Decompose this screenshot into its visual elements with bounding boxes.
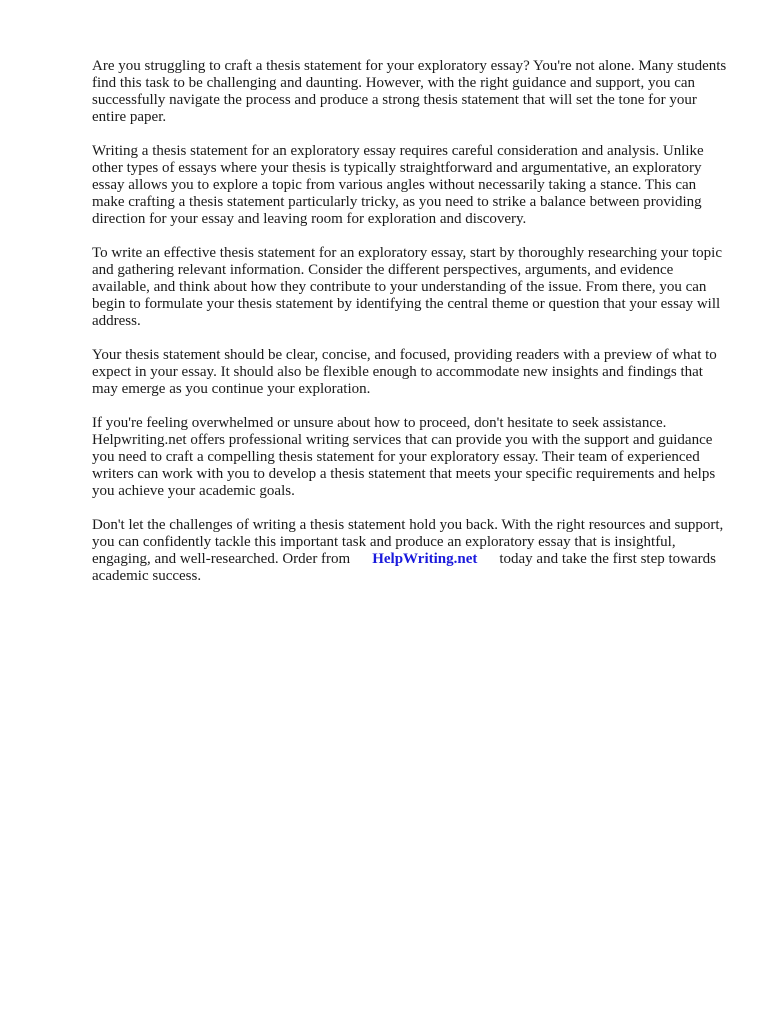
closing-text-after-link: today and take the first step towards academic success.	[92, 551, 716, 584]
paragraph-closing	[92, 517, 728, 585]
paragraph-writing-thesis: Writing a thesis statement for an exploratory essay requires careful consideration and analysis. Unlike other types of essays where your thesis is typically straightforward and argumentative, an exploratory essay allows you to explore a topic from various angles without necessarily taking a stance. This can make crafting a thesis statement particularly tricky, as you need to strike a balance between providing direction for your essay and leaving room for exploration and discovery.	[92, 143, 704, 227]
paragraph-intro: Are you struggling to craft a thesis statement for your exploratory essay? You're not alone. Many students find this task to be challenging and daunting. However, with the right guidance and support, you can successfully navigate the process and produce a strong thesis statement that will set the tone for your entire paper.	[92, 58, 727, 125]
paragraph-clear-concise: Your thesis statement should be clear, concise, and focused, providing readers with a preview of what to expect in your essay. It should also be flexible enough to accommodate new insights and findings that may emerge as you continue your exploration.	[92, 347, 717, 397]
closing-text-before-link: Don't let the challenges of writing a thesis statement hold you back. With the right resources and support, you can confidently tackle this important task and produce an exploratory essay that is insightful, engaging, and well-researched. Order from	[92, 517, 724, 567]
paragraph-seek-assistance: If you're feeling overwhelmed or unsure about how to proceed, don't hesitate to seek assistance. Helpwriting.net offers professional writing services that can provide you with the support and guidance you need to craft a compelling thesis statement for your exploratory essay. Their team of experienced writers can work with you to develop a thesis statement that meets your specific requirements and helps you achieve your academic goals.	[92, 415, 716, 499]
helpwriting-link[interactable]: HelpWriting.net	[372, 551, 478, 567]
document-body	[92, 58, 728, 585]
paragraph-effective-thesis: To write an effective thesis statement for an exploratory essay, start by thoroughly researching your topic and gathering relevant information. Consider the different perspectives, arguments, and evidence available, and think about how they contribute to your understanding of the issue. From there, you can begin to formulate your thesis statement by identifying the central theme or question that your essay will address.	[92, 245, 722, 329]
